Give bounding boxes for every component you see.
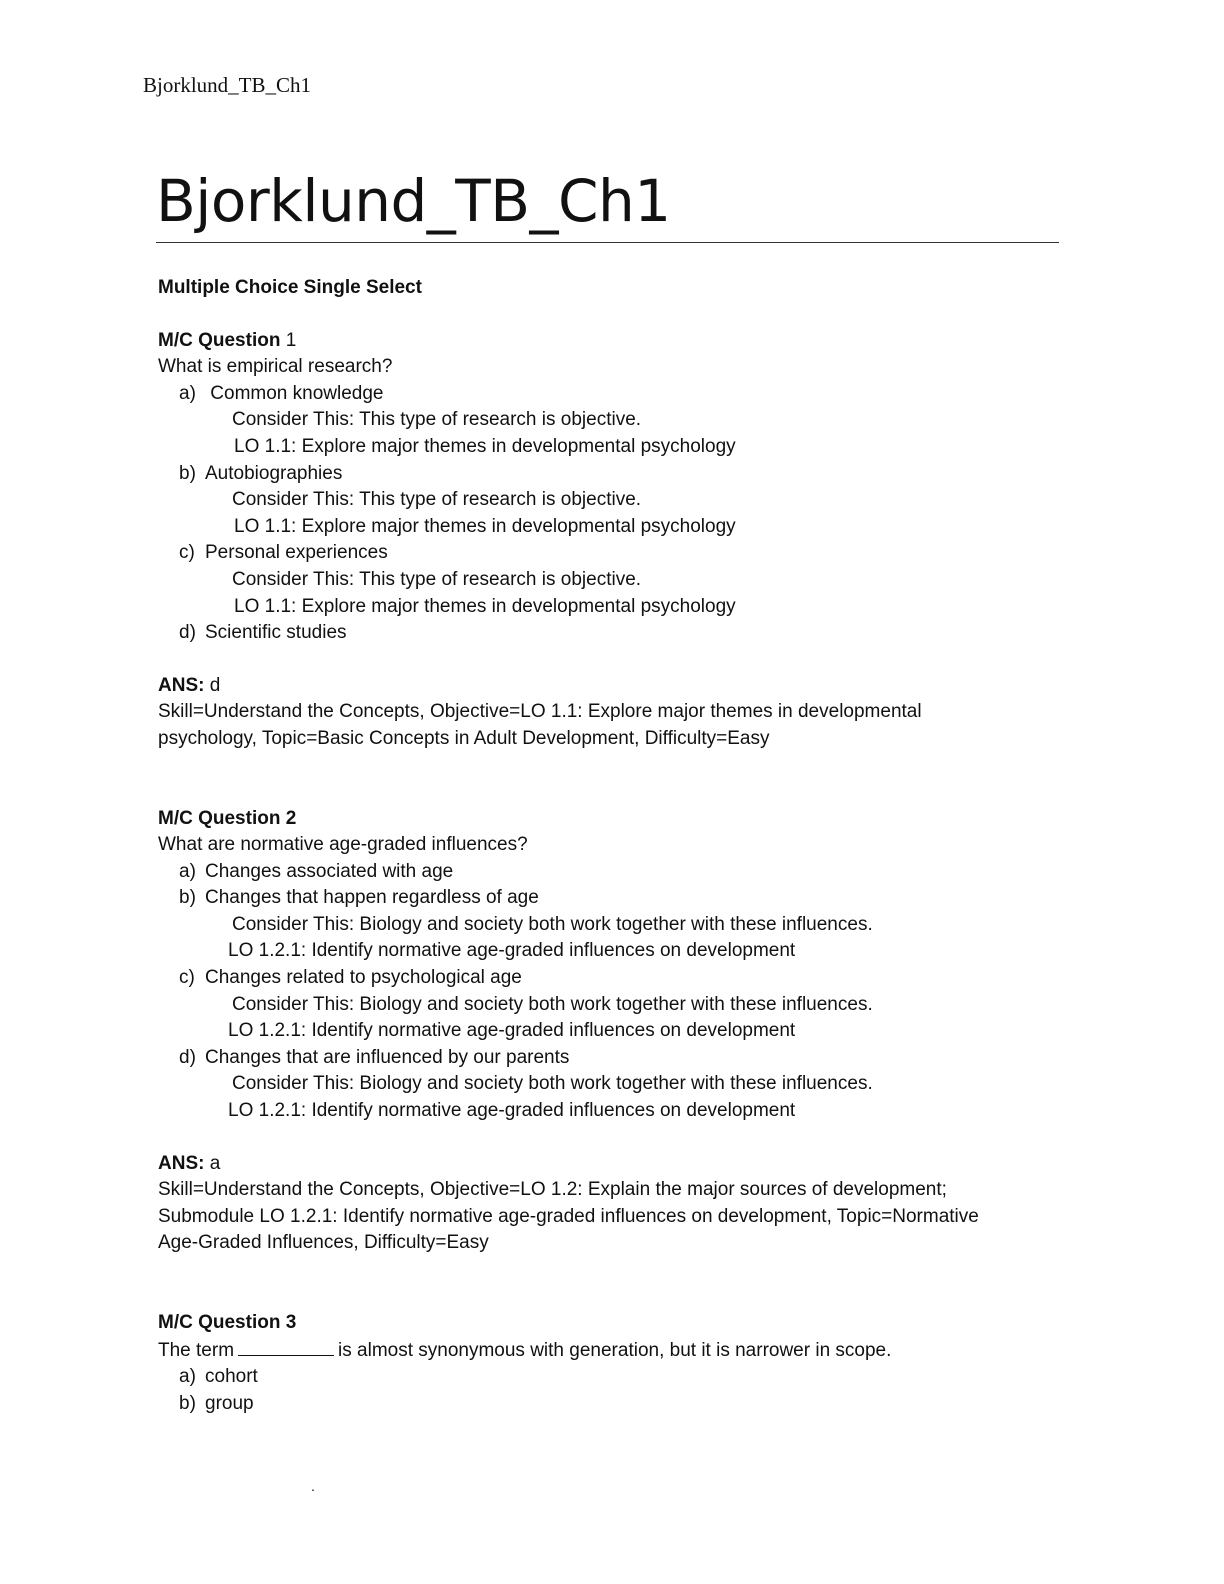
option-text: Autobiographies: [205, 462, 343, 484]
answer-value: a: [204, 1152, 221, 1174]
question-2-meta-line-2: Submodule LO 1.2.1: Identify normative age-graded influences on development, Topic=Normative: [158, 1205, 979, 1227]
question-2-option-b-consider: Consider This: Biology and society both work together with these influences.: [232, 913, 873, 935]
question-2-heading: M/C Question 2: [158, 807, 297, 829]
option-text: Personal experiences: [205, 542, 388, 564]
option-letter: c): [179, 542, 195, 564]
question-2-option-c-lo: LO 1.2.1: Identify normative age-graded influences on development: [228, 1020, 796, 1042]
answer-value: d: [204, 674, 221, 696]
question-2-meta-line-3: Age-Graded Influences, Difficulty=Easy: [158, 1232, 489, 1254]
question-3-prompt: [158, 1337, 1058, 1365]
question-2-answer: [158, 1151, 1058, 1178]
question-1-answer: [158, 673, 1058, 700]
prompt-text-before: The term: [158, 1339, 235, 1361]
question-2-prompt: What are normative age-graded influences?: [158, 834, 528, 856]
question-1-meta-line-2: psychology, Topic=Basic Concepts in Adult Development, Difficulty=Easy: [158, 727, 770, 749]
question-1-option-b: [158, 461, 1058, 488]
option-text: cohort: [205, 1366, 258, 1388]
question-1-option-b-lo: LO 1.1: Explore major themes in developmental psychology: [234, 515, 736, 537]
question-1-option-c: [158, 540, 1058, 567]
option-text: Changes associated with age: [205, 860, 454, 882]
option-text: Changes that happen regardless of age: [205, 887, 539, 909]
question-2-option-a: [158, 859, 1058, 886]
question-1-option-b-consider: Consider This: This type of research is objective.: [232, 489, 642, 511]
question-1-option-a-lo: LO 1.1: Explore major themes in developmental psychology: [234, 435, 736, 457]
footer-mark: .: [311, 1478, 315, 1494]
question-1-option-a: [158, 381, 1058, 408]
option-letter: d): [179, 1046, 196, 1068]
document-body: [158, 275, 1058, 1417]
fill-in-blank: [238, 1337, 334, 1356]
question-2-option-c-consider: Consider This: Biology and society both work together with these influences.: [232, 993, 873, 1015]
question-1-heading-number: 1: [280, 329, 297, 351]
option-letter: a): [179, 382, 196, 404]
option-letter: b): [179, 887, 196, 909]
question-2-option-c: [158, 965, 1058, 992]
option-letter: a): [179, 1366, 196, 1388]
answer-label: ANS:: [158, 1152, 205, 1174]
question-1-option-a-consider: Consider This: This type of research is objective.: [232, 409, 642, 431]
question-3-heading: M/C Question 3: [158, 1312, 297, 1333]
question-1-heading: [158, 328, 1058, 355]
question-1-prompt: What is empirical research?: [158, 356, 393, 378]
document-title: Bjorklund_TB_Ch1: [156, 167, 671, 235]
question-1-meta-line-1: Skill=Understand the Concepts, Objective=LO 1.1: Explore major themes in developmental: [158, 701, 922, 723]
question-2-option-b-lo: LO 1.2.1: Identify normative age-graded influences on development: [228, 940, 796, 962]
section-heading: Multiple Choice Single Select: [158, 277, 422, 298]
option-letter: b): [179, 1392, 196, 1414]
option-text: Common knowledge: [205, 382, 384, 404]
question-3-option-a: [158, 1364, 1058, 1391]
title-underline: [156, 242, 1059, 243]
running-header: Bjorklund_TB_Ch1: [143, 73, 312, 97]
option-letter: c): [179, 967, 195, 989]
question-1-option-c-consider: Consider This: This type of research is objective.: [232, 568, 642, 590]
question-1-option-d: [158, 620, 1058, 647]
question-2-option-d-lo: LO 1.2.1: Identify normative age-graded influences on development: [228, 1100, 796, 1122]
question-2-option-d: [158, 1045, 1058, 1072]
question-1-option-c-lo: LO 1.1: Explore major themes in developmental psychology: [234, 595, 736, 617]
option-letter: a): [179, 860, 196, 882]
option-text: Scientific studies: [205, 622, 347, 644]
option-letter: d): [179, 622, 196, 644]
option-letter: b): [179, 462, 196, 484]
answer-label: ANS:: [158, 674, 205, 696]
option-text: Changes related to psychological age: [205, 967, 522, 989]
question-3-option-b: [158, 1391, 1058, 1418]
option-text: group: [205, 1392, 254, 1414]
prompt-text-after: is almost synonymous with generation, but it is narrower in scope.: [338, 1339, 892, 1361]
question-2-option-d-consider: Consider This: Biology and society both work together with these influences.: [232, 1073, 873, 1095]
option-text: Changes that are influenced by our parents: [205, 1046, 570, 1068]
question-2-meta-line-1: Skill=Understand the Concepts, Objective=LO 1.2: Explain the major sources of development;: [158, 1179, 947, 1201]
question-1-heading-label: M/C Question: [158, 329, 281, 351]
question-2-option-b: [158, 885, 1058, 912]
